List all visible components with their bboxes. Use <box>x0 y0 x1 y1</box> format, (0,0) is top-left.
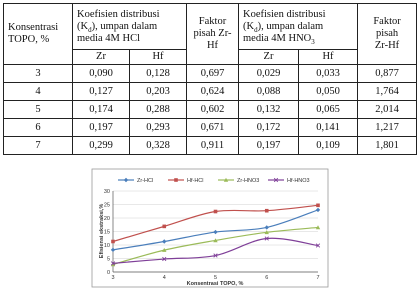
cell-hf-hno3: 0,109 <box>299 137 358 155</box>
cell-hf-hno3: 0,141 <box>299 119 358 137</box>
cell-faktor-hcl: 0,602 <box>187 101 239 119</box>
x-tick-label: 7 <box>316 275 320 281</box>
y-tick-label: 0 <box>106 269 110 276</box>
cell-faktor-hcl: 0,911 <box>187 137 239 155</box>
cell-topo: 6 <box>4 119 73 137</box>
x-tick-label: 4 <box>162 275 166 281</box>
cell-faktor-hno3: 0,877 <box>358 65 417 83</box>
header-zr-hno3: Zr <box>239 50 299 65</box>
data-point <box>162 225 166 229</box>
x-tick-label: 5 <box>213 275 218 281</box>
x-axis-label: Konsentrasi TOPO, % <box>186 281 244 287</box>
header-faktor-pisah-hno3: Faktor pisah Zr-Hf <box>358 4 417 65</box>
legend-label: Zr-HNO3 <box>237 178 260 184</box>
data-point <box>111 240 115 244</box>
cell-topo: 5 <box>4 101 73 119</box>
header-kd-hno3: Koefisien distribusi $(K_d)$, umpan dalam media 4M $HNO_3$ <box>239 4 358 50</box>
cell-zr-hno3: 0,197 <box>239 137 299 155</box>
cell-zr-hcl: 0,090 <box>73 65 130 83</box>
data-point <box>316 204 320 208</box>
cell-faktor-hcl: 0,624 <box>187 83 239 101</box>
cell-zr-hno3: 0,132 <box>239 101 299 119</box>
header-zr-hcl: Zr <box>73 50 130 65</box>
data-point <box>214 210 218 214</box>
data-point <box>265 209 269 213</box>
header-hf-hcl: Hf <box>130 50 187 65</box>
y-tick-label: 5 <box>106 256 110 263</box>
header-hf-hno3: Hf <box>299 50 358 65</box>
cell-hf-hno3: 0,065 <box>299 101 358 119</box>
cell-topo: 3 <box>4 65 73 83</box>
y-tick-label: 20 <box>103 215 110 222</box>
y-tick-label: 30 <box>103 188 110 195</box>
chart-frame <box>92 169 328 287</box>
y-tick-label: 25 <box>103 202 110 209</box>
cell-hf-hno3: 0,050 <box>299 83 358 101</box>
y-axis-label: Efisiensi ekstraksi,% <box>99 203 105 259</box>
header-faktor-pisah-hcl: Faktor pisah Zr- Hf <box>187 4 239 65</box>
y-tick-label: 10 <box>103 242 110 249</box>
y-tick-label: 15 <box>103 229 110 236</box>
legend-marker <box>174 178 178 182</box>
cell-hf-hcl: 0,293 <box>130 119 187 137</box>
legend-label: Hf-HCl <box>187 178 204 184</box>
cell-topo: 4 <box>4 83 73 101</box>
header-konsentrasi: Konsentrasi TOPO, % <box>4 4 73 65</box>
cell-topo: 7 <box>4 137 73 155</box>
legend-label: Hf-HNO3 <box>287 178 310 184</box>
cell-faktor-hno3: 1,764 <box>358 83 417 101</box>
cell-zr-hno3: 0,088 <box>239 83 299 101</box>
cell-zr-hcl: 0,197 <box>73 119 130 137</box>
cell-faktor-hno3: 1,801 <box>358 137 417 155</box>
cell-zr-hno3: 0,029 <box>239 65 299 83</box>
x-tick-label: 3 <box>111 275 115 281</box>
header-kd-hcl: Koefisien distribusi $(K_d)$, umpan dalam media 4M HCl <box>73 4 187 50</box>
cell-hf-hcl: 0,288 <box>130 101 187 119</box>
cell-faktor-hno3: 1,217 <box>358 119 417 137</box>
cell-zr-hcl: 0,174 <box>73 101 130 119</box>
cell-hf-hno3: 0,033 <box>299 65 358 83</box>
cell-zr-hcl: 0,127 <box>73 83 130 101</box>
cell-faktor-hno3: 2,014 <box>358 101 417 119</box>
legend-label: Zr-HCl <box>137 178 154 184</box>
cell-hf-hcl: 0,328 <box>130 137 187 155</box>
x-tick-label: 6 <box>265 275 269 281</box>
cell-hf-hcl: 0,128 <box>130 65 187 83</box>
cell-hf-hcl: 0,203 <box>130 83 187 101</box>
cell-faktor-hcl: 0,671 <box>187 119 239 137</box>
cell-faktor-hcl: 0,697 <box>187 65 239 83</box>
cell-zr-hno3: 0,172 <box>239 119 299 137</box>
cell-zr-hcl: 0,299 <box>73 137 130 155</box>
